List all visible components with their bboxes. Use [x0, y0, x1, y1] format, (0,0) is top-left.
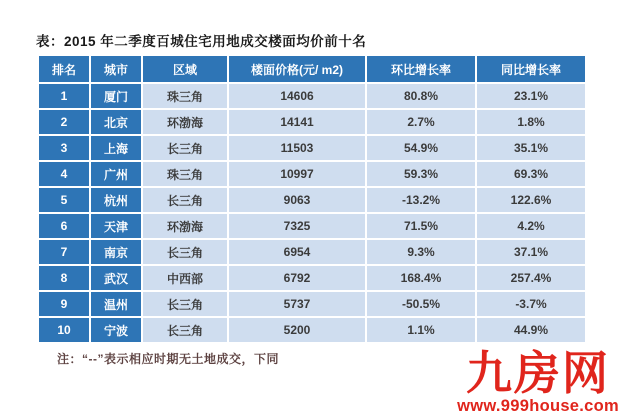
header-row	[39, 56, 585, 82]
rank-cell: 5	[39, 188, 89, 212]
price-cell: 7325	[229, 214, 365, 238]
region-cell: 珠三角	[143, 84, 227, 108]
price-cell: 11503	[229, 136, 365, 160]
price-cell: 14606	[229, 84, 365, 108]
table-row	[39, 318, 585, 342]
city-cell: 厦门	[91, 84, 141, 108]
col-header-rank: 排名	[39, 56, 89, 82]
yoy-growth-cell: 257.4%	[477, 266, 585, 290]
region-cell: 长三角	[143, 318, 227, 342]
city-cell: 南京	[91, 240, 141, 264]
mom-growth-cell: 1.1%	[367, 318, 475, 342]
region-cell: 长三角	[143, 136, 227, 160]
note-text: 注：“--”表示相应时期无土地成交，下同	[57, 352, 279, 366]
yoy-growth-cell: 4.2%	[477, 214, 585, 238]
city-cell: 杭州	[91, 188, 141, 212]
city-cell: 上海	[91, 136, 141, 160]
rank-cell: 10	[39, 318, 89, 342]
price-cell: 5737	[229, 292, 365, 316]
rank-cell: 8	[39, 266, 89, 290]
region-cell: 环渤海	[143, 110, 227, 134]
rank-cell: 2	[39, 110, 89, 134]
city-cell: 宁波	[91, 318, 141, 342]
col-header-city: 城市	[91, 56, 141, 82]
table-row	[39, 214, 585, 238]
logo-url: www.999house.com	[457, 396, 619, 415]
mom-growth-cell: -50.5%	[367, 292, 475, 316]
mom-growth-cell: 80.8%	[367, 84, 475, 108]
mom-growth-cell: 2.7%	[367, 110, 475, 134]
region-cell: 长三角	[143, 188, 227, 212]
yoy-growth-cell: 23.1%	[477, 84, 585, 108]
logo-wordmark: 九房网	[466, 346, 611, 399]
price-cell: 5200	[229, 318, 365, 342]
region-cell: 环渤海	[143, 214, 227, 238]
rank-cell: 4	[39, 162, 89, 186]
mom-growth-cell: 168.4%	[367, 266, 475, 290]
price-cell: 9063	[229, 188, 365, 212]
col-header-region: 区域	[143, 56, 227, 82]
city-cell: 北京	[91, 110, 141, 134]
table-row	[39, 162, 585, 186]
site-logo	[457, 346, 619, 415]
rank-cell: 9	[39, 292, 89, 316]
price-cell: 10997	[229, 162, 365, 186]
mom-growth-cell: 54.9%	[367, 136, 475, 160]
price-cell: 6954	[229, 240, 365, 264]
yoy-growth-cell: 35.1%	[477, 136, 585, 160]
yoy-growth-cell: -3.7%	[477, 292, 585, 316]
rank-cell: 7	[39, 240, 89, 264]
region-cell: 珠三角	[143, 162, 227, 186]
col-header-price: 楼面价格(元/ m2)	[229, 56, 365, 82]
mom-growth-cell: 59.3%	[367, 162, 475, 186]
yoy-growth-cell: 69.3%	[477, 162, 585, 186]
page-title: 表：2015 年二季度百城住宅用地成交楼面均价前十名	[36, 34, 367, 49]
yoy-growth-cell: 1.8%	[477, 110, 585, 134]
region-cell: 长三角	[143, 240, 227, 264]
table-row	[39, 292, 585, 316]
table-row	[39, 110, 585, 134]
city-cell: 武汉	[91, 266, 141, 290]
price-cell: 6792	[229, 266, 365, 290]
table-row	[39, 188, 585, 212]
table-row	[39, 266, 585, 290]
city-cell: 天津	[91, 214, 141, 238]
price-cell: 14141	[229, 110, 365, 134]
rank-cell: 1	[39, 84, 89, 108]
city-cell: 温州	[91, 292, 141, 316]
mom-growth-cell: 71.5%	[367, 214, 475, 238]
rank-cell: 3	[39, 136, 89, 160]
table-row	[39, 84, 585, 108]
data-table	[37, 54, 587, 344]
yoy-growth-cell: 122.6%	[477, 188, 585, 212]
region-cell: 中西部	[143, 266, 227, 290]
table-body	[39, 84, 585, 342]
table-row	[39, 136, 585, 160]
mom-growth-cell: -13.2%	[367, 188, 475, 212]
yoy-growth-cell: 37.1%	[477, 240, 585, 264]
mom-growth-cell: 9.3%	[367, 240, 475, 264]
rank-cell: 6	[39, 214, 89, 238]
city-cell: 广州	[91, 162, 141, 186]
col-header-mom-growth: 环比增长率	[367, 56, 475, 82]
col-header-yoy-growth: 同比增长率	[477, 56, 585, 82]
region-cell: 长三角	[143, 292, 227, 316]
table-row	[39, 240, 585, 264]
yoy-growth-cell: 44.9%	[477, 318, 585, 342]
